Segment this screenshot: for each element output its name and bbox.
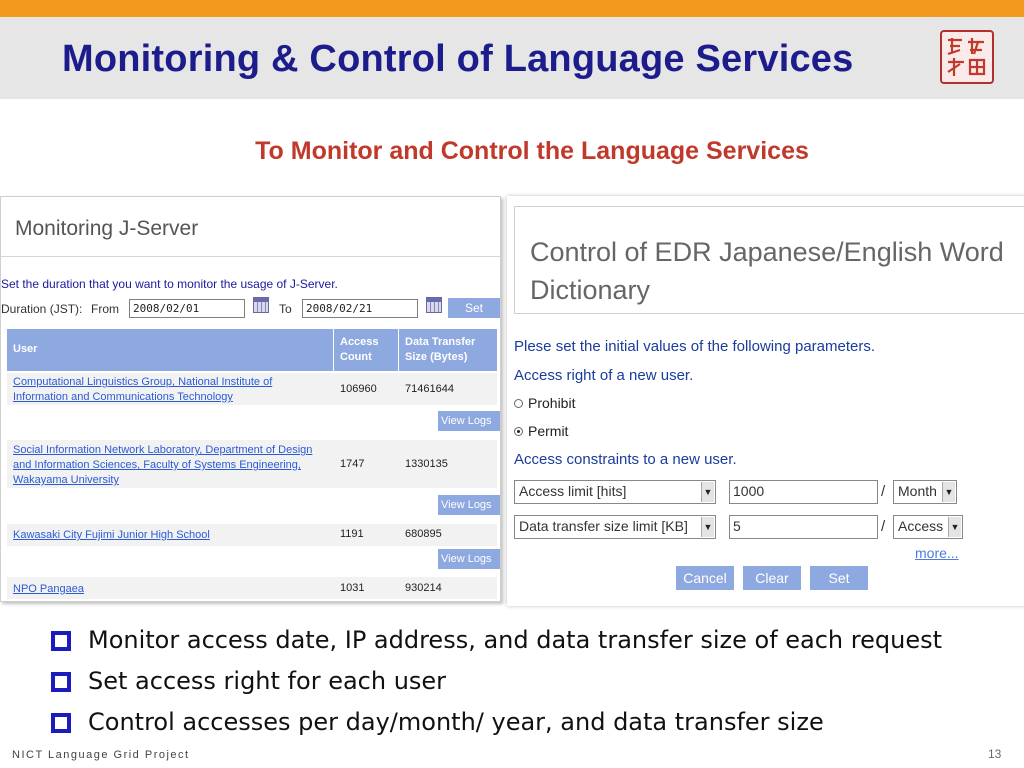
- cancel-button[interactable]: Cancel: [676, 566, 734, 590]
- set-button[interactable]: Set: [810, 566, 868, 590]
- monitoring-title: Monitoring J-Server: [15, 217, 199, 240]
- slide-subtitle: To Monitor and Control the Language Services: [255, 137, 809, 165]
- square-bullet-icon: [51, 713, 71, 733]
- control-panel: [507, 196, 1024, 606]
- monitoring-instruction: Set the duration that you want to monitor the usage of J-Server.: [1, 277, 338, 291]
- chevron-down-icon: ▼: [948, 517, 961, 537]
- from-date-input[interactable]: 2008/02/01: [129, 299, 245, 318]
- constraint-type-select[interactable]: [514, 480, 716, 504]
- prohibit-label: Prohibit: [528, 395, 576, 411]
- chevron-down-icon: ▼: [942, 482, 955, 502]
- permit-label: Permit: [528, 423, 569, 439]
- calendar-icon[interactable]: [426, 297, 442, 313]
- bullet-text: Set access right for each user: [88, 667, 447, 695]
- bullet-text: Control accesses per day/month/ year, and data transfer size: [88, 708, 824, 736]
- access-count: 106960: [340, 383, 377, 395]
- column-header-user: User: [7, 329, 333, 371]
- to-label: To: [279, 302, 292, 316]
- square-bullet-icon: [51, 672, 71, 692]
- user-link[interactable]: Kawasaki City Fujimi Junior High School: [13, 529, 210, 541]
- user-link[interactable]: NPO Pangaea: [13, 583, 84, 595]
- control-title: Control of EDR Japanese/English Word Dictionary: [530, 237, 1004, 305]
- access-right-label: Access right of a new user.: [514, 367, 694, 384]
- set-duration-button[interactable]: Set: [448, 298, 500, 318]
- user-link[interactable]: Computational Linguistics Group, National Institute of Information and Communications Technology: [13, 376, 273, 403]
- red-seal-logo-icon: [938, 28, 996, 86]
- data-size: 680895: [405, 528, 442, 540]
- view-logs-button[interactable]: View Logs: [438, 411, 500, 431]
- clear-button[interactable]: Clear: [743, 566, 801, 590]
- separator-slash: /: [881, 483, 886, 500]
- control-prompt: Plese set the initial values of the following parameters.: [514, 338, 876, 355]
- constraint-type-select[interactable]: [514, 515, 716, 539]
- calendar-icon[interactable]: [253, 297, 269, 313]
- access-count: 1031: [340, 582, 365, 594]
- period-select[interactable]: [893, 480, 957, 504]
- user-link[interactable]: Social Information Network Laboratory, Department of Design and Information Sciences, Faculty of Systems Engineering, Wakayama University: [13, 444, 313, 486]
- period-value: Month: [898, 483, 937, 499]
- permit-radio[interactable]: [514, 427, 523, 436]
- constraint-value-input[interactable]: 5: [729, 515, 878, 539]
- bullet-text: Monitor access date, IP address, and data transfer size of each request: [88, 626, 943, 654]
- column-header-size: Data Transfer Size (Bytes): [399, 329, 497, 371]
- view-logs-button[interactable]: View Logs: [438, 495, 500, 515]
- data-size: 71461644: [405, 383, 454, 395]
- data-size: 1330135: [405, 458, 448, 470]
- square-bullet-icon: [51, 631, 71, 651]
- control-header: [514, 206, 1024, 314]
- chevron-down-icon: ▼: [701, 517, 714, 537]
- from-label: From: [91, 302, 119, 316]
- monitoring-panel: [0, 196, 501, 602]
- data-size: 930214: [405, 582, 442, 594]
- period-value: Access: [898, 518, 944, 534]
- constraint-type-value: Access limit [hits]: [519, 483, 627, 499]
- duration-label: Duration (JST):: [1, 302, 83, 316]
- accent-bar: [0, 0, 1024, 17]
- footer-text: NICT Language Grid Project: [12, 749, 190, 761]
- access-count: 1747: [340, 458, 365, 470]
- page-number: 13: [988, 747, 1002, 761]
- prohibit-radio[interactable]: [514, 399, 523, 408]
- constraint-type-value: Data transfer size limit [KB]: [519, 518, 688, 534]
- constraint-value-input[interactable]: 1000: [729, 480, 878, 504]
- more-link[interactable]: more...: [915, 545, 959, 561]
- monitoring-header: [1, 197, 500, 257]
- chevron-down-icon: ▼: [701, 482, 714, 502]
- separator-slash: /: [881, 518, 886, 535]
- constraints-label: Access constraints to a new user.: [514, 451, 737, 468]
- slide-title: Monitoring & Control of Language Services: [62, 38, 854, 80]
- period-select[interactable]: [893, 515, 963, 539]
- to-date-input[interactable]: 2008/02/21: [302, 299, 418, 318]
- column-header-access-count: Access Count: [334, 329, 398, 371]
- access-count: 1191: [340, 528, 364, 540]
- view-logs-button[interactable]: View Logs: [438, 549, 500, 569]
